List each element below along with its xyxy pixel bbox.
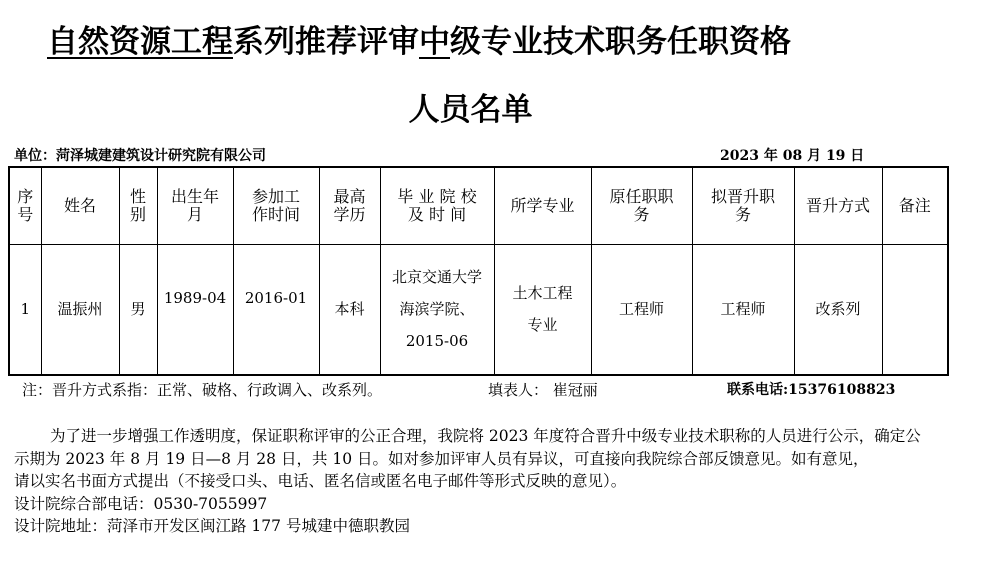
- header-birth: 出生年月: [157, 167, 233, 244]
- graduation-date: 2015-06: [405, 332, 469, 351]
- header-name: 姓名: [41, 167, 119, 244]
- office-address: 设计院地址：菏泽市开发区闽江路 177 号城建中德职教园: [14, 517, 410, 535]
- filler-label: 填表人： 崔冠丽: [488, 381, 598, 399]
- cell-remarks: [882, 244, 948, 375]
- header-major: 所学专业: [494, 167, 591, 244]
- office-phone: 设计院综合部电话：0530-7055997: [14, 494, 268, 513]
- cell-graduation: [380, 244, 494, 375]
- header-proposed-title: 拟晋升职务: [692, 167, 794, 244]
- header-work-start: 参加工作时间: [233, 167, 319, 244]
- cell-promotion-method: 改系列: [794, 244, 882, 375]
- announcement-text: [14, 425, 934, 538]
- header-graduation: 毕 业 院 校 及 时 间: [380, 167, 494, 244]
- header-remarks: 备注: [882, 167, 948, 244]
- cell-work-start: 2016-01: [233, 244, 319, 375]
- cell-birth: 1989-04: [157, 244, 233, 375]
- personnel-table: [8, 166, 949, 376]
- promotion-note: 注：晋升方式系指：正常、破格、行政调入、改系列。: [22, 381, 383, 399]
- title-text-suffix: 级专业技术职务任职资格: [450, 24, 791, 60]
- cell-gender: 男: [119, 244, 157, 375]
- graduation-campus: 海滨学院、: [399, 300, 475, 319]
- document-title: [47, 22, 947, 62]
- major-name: 土木工程: [512, 284, 573, 303]
- cell-education: 本科: [319, 244, 380, 375]
- announcement-paragraph: 为了进一步增强工作透明度，保证职称评审的公正合理，我院将 2023 年度符合晋升中级专业技术职称的人员进行公示，确定公示期为 2023 年 8 月 19 日—8 月 28 日，共 10 日。如对参加评审人员有异议，可直接向我院综合部反馈意见。如有意见，: [14, 427, 921, 468]
- table-header-row: [9, 167, 948, 244]
- header-gender: 性别: [119, 167, 157, 244]
- title-text: 系列推荐评审: [233, 24, 419, 60]
- contact-phone: 联系电话:15376108823: [727, 382, 896, 398]
- unit-label: 单位：菏泽城建建筑设计研究院有限公司: [14, 148, 266, 164]
- major-suffix: 专业: [527, 316, 558, 335]
- header-seq: 序号: [9, 167, 41, 244]
- cell-seq: 1: [9, 244, 41, 375]
- title-field-level: 中: [419, 24, 450, 60]
- title-field-series: 自然资源工程: [47, 24, 233, 60]
- announcement-instruction: 请以实名书面方式提出（不接受口头、电话、匿名信或匿名电子邮件等形式反映的意见）。: [14, 472, 627, 490]
- graduation-school: 北京交通大学: [391, 268, 482, 287]
- cell-proposed-title: 工程师: [692, 244, 794, 375]
- header-education: 最高学历: [319, 167, 380, 244]
- date-label: 2023 年 08 月 19 日: [720, 148, 865, 164]
- document-subtitle: 人员名单: [408, 92, 533, 128]
- cell-name: 温振州: [41, 244, 119, 375]
- header-promotion-method: 晋升方式: [794, 167, 882, 244]
- cell-major: [494, 244, 591, 375]
- cell-original-title: 工程师: [591, 244, 692, 375]
- header-original-title: 原任职职务: [591, 167, 692, 244]
- table-row: [9, 244, 948, 375]
